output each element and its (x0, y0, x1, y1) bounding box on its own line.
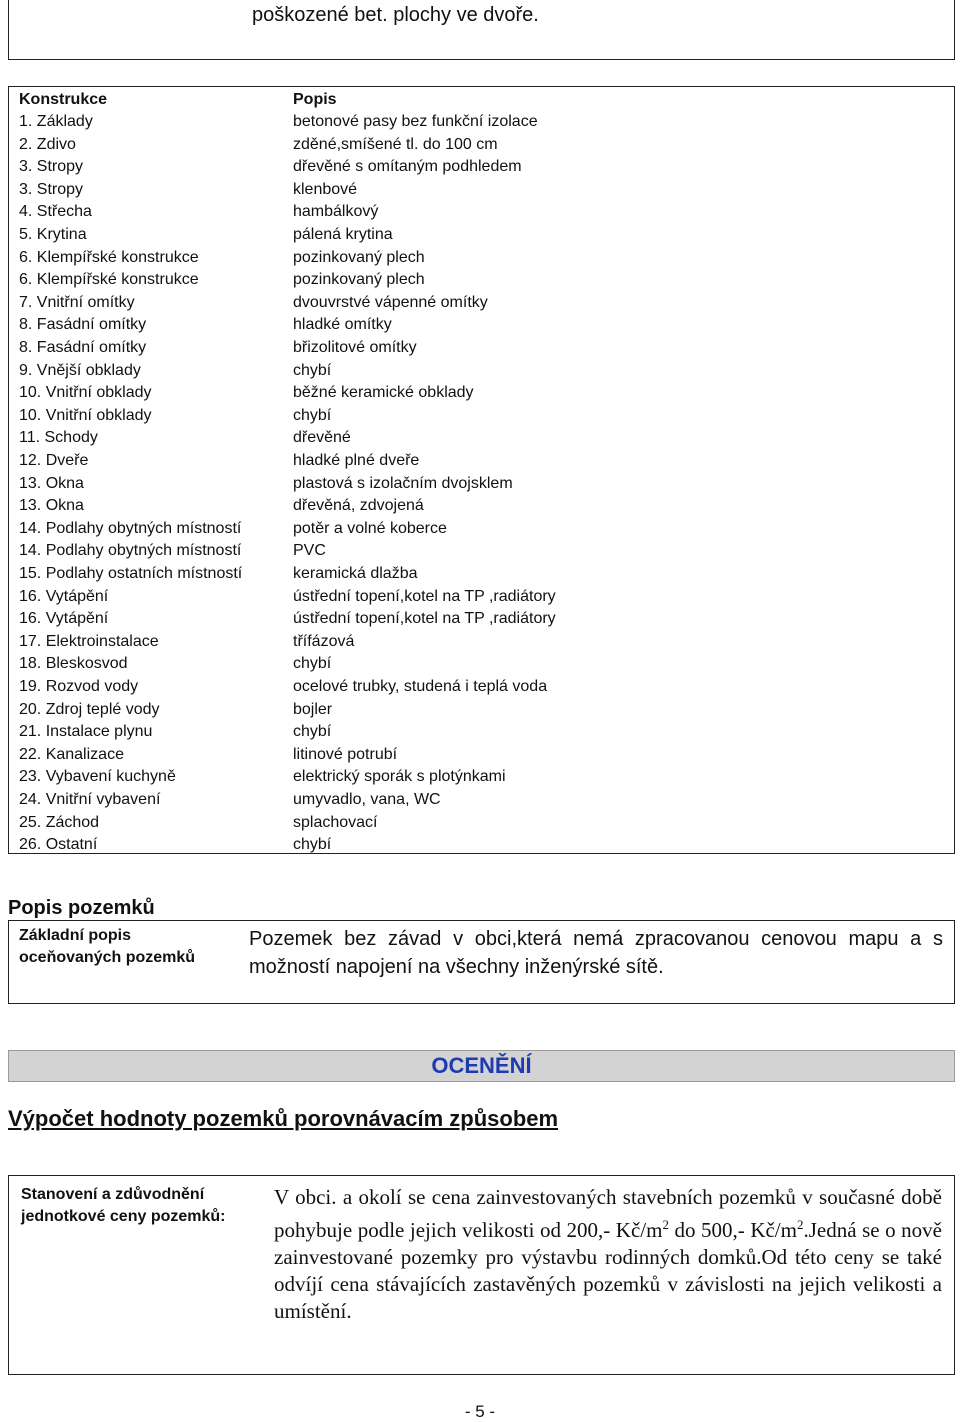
table-row (9, 631, 949, 653)
price-text-part1: V obci. a okolí se cena zainvestovaných stavebních pozemků v současné době pohybuje podle jejich velikosti od 200,- Kč/m (274, 1185, 942, 1242)
construction-item: 20. Zdroj teplé vody (19, 700, 160, 718)
table-row (9, 766, 949, 788)
construction-description: ocelové trubky, studená i teplá voda (293, 678, 548, 695)
table-row (9, 360, 949, 382)
header-text: poškozené bet. plochy ve dvoře. (252, 4, 539, 26)
plots-box (8, 920, 955, 1004)
construction-item: 26. Ostatní (19, 836, 98, 854)
table-row (9, 834, 949, 856)
construction-item: 6. Klempířské konstrukce (19, 271, 199, 289)
table-row (9, 699, 949, 721)
construction-item: 13. Okna (19, 474, 84, 492)
construction-description: chybí (293, 361, 332, 379)
table-row (9, 721, 949, 743)
construction-description: litinové potrubí (293, 745, 398, 763)
construction-item: 3. Stropy (19, 180, 84, 198)
construction-item: 8. Fasádní omítky (19, 316, 147, 334)
construction-description: chybí (293, 836, 332, 854)
table-row (9, 789, 949, 811)
construction-description: betonové pasy bez funkční izolace (293, 113, 538, 130)
construction-item: 10. Vnitřní obklady (19, 384, 152, 402)
construction-item: 3. Stropy (19, 158, 84, 176)
table-row (9, 247, 949, 269)
construction-item: 13. Okna (19, 497, 84, 515)
construction-description: hladké omítky (293, 316, 392, 334)
construction-item: 16. Vytápění (19, 610, 109, 628)
construction-description: ústřední topení,kotel na TP ,radiátory (293, 610, 556, 628)
table-row (9, 812, 949, 834)
construction-item: 11. Schody (19, 429, 98, 447)
oceneni-banner (8, 1050, 955, 1082)
price-label (21, 1184, 261, 1228)
construction-header-row (9, 89, 949, 111)
table-row (9, 608, 949, 630)
construction-description: potěr a volné koberce (293, 519, 447, 537)
header-box (8, 0, 955, 60)
table-row (9, 314, 949, 336)
construction-description: dvouvrstvé vápenné omítky (293, 293, 488, 311)
construction-item: 6. Klempířské konstrukce (19, 248, 199, 266)
table-row (9, 676, 949, 698)
construction-item: 14. Podlahy obytných místností (19, 542, 242, 560)
plots-label-line2: oceňovaných pozemků (19, 949, 196, 966)
table-row (9, 540, 949, 562)
construction-item: 17. Elektroinstalace (19, 632, 159, 650)
construction-description: břizolitové omítky (293, 339, 417, 356)
table-row (9, 427, 949, 449)
table-row (9, 495, 949, 517)
column-header-popis: Popis (293, 91, 337, 108)
construction-description: splachovací (293, 813, 378, 831)
construction-table (8, 86, 955, 854)
construction-description: dřevěná, zdvojená (293, 497, 424, 515)
plots-description: Pozemek bez závad v obci,která nemá zpracovanou cenovou mapu a s možností napojení na všechny inženýrské sítě. (249, 928, 943, 978)
table-row (9, 586, 949, 608)
table-row (9, 224, 949, 246)
construction-item: 4. Střecha (19, 203, 92, 221)
construction-description: pálená krytina (293, 226, 393, 243)
construction-description: PVC (293, 542, 326, 560)
construction-item: 9. Vnější obklady (19, 361, 141, 379)
table-row (9, 405, 949, 427)
construction-description: klenbové (293, 180, 358, 198)
construction-item: 18. Bleskosvod (19, 655, 128, 673)
price-description (274, 1184, 942, 1325)
price-text-part3: .Jedná se o nově zainvestované pozemky pro výstavbu rodinných domků.Od této ceny se také odvíjí cena stávajících zastavěných pozemků v závislosti na jejich velikosti a umístění. (274, 1218, 942, 1323)
construction-description: elektrický sporák s plotýnkami (293, 768, 506, 786)
table-row (9, 179, 949, 201)
construction-item: 2. Zdivo (19, 135, 76, 153)
construction-description: pozinkovaný plech (293, 271, 425, 289)
construction-description: dřevěné s omítaným podhledem (293, 158, 522, 176)
construction-description: hambálkový (293, 203, 379, 221)
construction-description: třífázová (293, 632, 355, 650)
table-row (9, 744, 949, 766)
construction-description: zděné,smíšené tl. do 100 cm (293, 135, 498, 153)
construction-item: 12. Dveře (19, 452, 89, 469)
table-row (9, 473, 949, 495)
table-row (9, 269, 949, 291)
construction-item: 1. Základy (19, 113, 93, 130)
table-row (9, 450, 949, 472)
construction-description: chybí (293, 655, 332, 673)
price-label-line1: Stanovení a zdůvodnění (21, 1186, 205, 1203)
section-title: Výpočet hodnoty pozemků porovnávacím způsobem (8, 1106, 559, 1131)
table-row (9, 337, 949, 359)
page-number: - 5 - (464, 1402, 496, 1421)
construction-description: pozinkovaný plech (293, 248, 425, 266)
construction-item: 8. Fasádní omítky (19, 339, 147, 356)
construction-description: chybí (293, 723, 332, 741)
price-text-part2: do 500,- Kč/m (668, 1218, 797, 1242)
construction-description: dřevěné (293, 429, 351, 447)
column-header-konstrukce: Konstrukce (19, 91, 108, 108)
construction-item: 22. Kanalizace (19, 745, 124, 763)
construction-item: 19. Rozvod vody (19, 678, 139, 695)
construction-description: chybí (293, 406, 332, 424)
table-row (9, 111, 949, 133)
plots-title: Popis pozemků (8, 897, 155, 919)
construction-item: 16. Vytápění (19, 587, 109, 605)
plots-label-line1: Základní popis (19, 927, 132, 944)
table-row (9, 134, 949, 156)
price-sup2: 2 (796, 1217, 804, 1232)
table-row (9, 156, 949, 178)
construction-item: 5. Krytina (19, 226, 87, 243)
table-row (9, 653, 949, 675)
table-row (9, 382, 949, 404)
table-row (9, 518, 949, 540)
construction-description: hladké plné dveře (293, 452, 420, 469)
construction-item: 7. Vnitřní omítky (19, 293, 135, 311)
construction-item: 23. Vybavení kuchyně (19, 768, 176, 786)
price-sup1: 2 (662, 1217, 669, 1232)
construction-item: 24. Vnitřní vybavení (19, 791, 161, 808)
construction-item: 10. Vnitřní obklady (19, 406, 152, 424)
construction-description: plastová s izolačním dvojsklem (293, 474, 513, 492)
construction-description: běžné keramické obklady (293, 384, 474, 402)
table-row (9, 292, 949, 314)
plots-label (19, 925, 219, 969)
construction-description: umyvadlo, vana, WC (293, 791, 441, 808)
construction-item: 15. Podlahy ostatních místností (19, 565, 243, 582)
price-box (8, 1175, 955, 1375)
construction-description: ústřední topení,kotel na TP ,radiátory (293, 587, 556, 605)
table-row (9, 201, 949, 223)
construction-description: bojler (293, 700, 333, 718)
construction-item: 25. Záchod (19, 813, 100, 831)
construction-item: 21. Instalace plynu (19, 723, 153, 741)
construction-item: 14. Podlahy obytných místností (19, 519, 242, 537)
table-row (9, 563, 949, 585)
oceneni-title: OCENĚNÍ (431, 1053, 532, 1078)
price-label-line2: jednotkové ceny pozemků: (21, 1208, 226, 1225)
construction-description: keramická dlažba (293, 565, 418, 582)
